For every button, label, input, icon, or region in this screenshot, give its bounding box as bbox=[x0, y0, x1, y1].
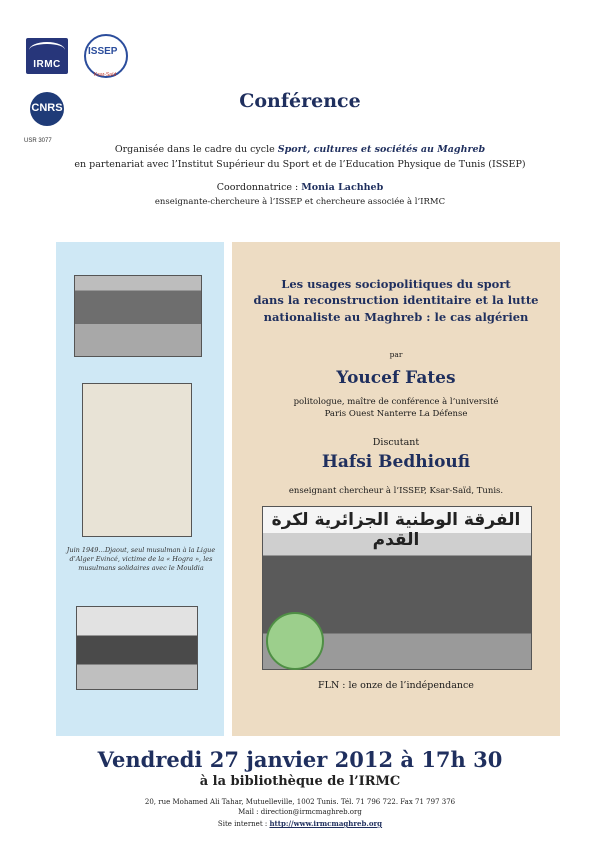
talk-title bbox=[232, 276, 560, 325]
talk-title-line-3: nationaliste au Maghreb : le cas algérien bbox=[263, 309, 529, 324]
site-link[interactable]: http://www.irmcmaghreb.org bbox=[269, 819, 383, 828]
irmc-logo-text: IRMC bbox=[33, 59, 61, 70]
discussant-label: Discutant bbox=[372, 437, 420, 448]
discussant-description: enseignant chercheur à l’ISSEP, Ksar-Saïd, Tunis. bbox=[288, 486, 504, 496]
newspaper-caption: Juin 1949…Djaout, seul musulman à la Ligue d’Alger Evincé, victime de la « Hogra », les musulmans solidaires avec le Mouldia bbox=[66, 546, 216, 572]
speaker-description-line-2: Paris Ouest Nanterre La Défense bbox=[324, 409, 468, 420]
speaker-description bbox=[232, 396, 560, 421]
fln-photo-banner: الفرقة الوطنية الجزائرية لكرة القدم bbox=[271, 510, 521, 550]
usr-label: USR 3077 bbox=[24, 138, 52, 144]
newspaper-clipping bbox=[82, 383, 192, 537]
page-title: Conférence bbox=[239, 90, 361, 112]
coordinator-line bbox=[0, 182, 600, 193]
event-venue: à la bibliothèque de l’IRMC bbox=[199, 774, 401, 789]
address-line: 20, rue Mohamed Ali Tahar, Mutuelleville, 1002 Tunis. Tél. 71 796 722. Fax 71 797 376 bbox=[144, 798, 456, 806]
issep-logo bbox=[84, 34, 130, 80]
fln-photo-caption: FLN : le onze de l’indépendance bbox=[318, 680, 474, 691]
talk-title-line-1: Les usages sociopolitiques du sport bbox=[281, 277, 511, 291]
issep-logo-text: ISSEP bbox=[88, 46, 118, 57]
discussant-name: Hafsi Bedhioufi bbox=[321, 452, 471, 472]
site-label: Site internet : bbox=[217, 820, 270, 828]
cycle-prefix: Organisée dans le cadre du cycle bbox=[114, 144, 278, 155]
coordinator-name: Monia Lachheb bbox=[301, 182, 384, 193]
mail-line bbox=[0, 808, 600, 816]
event-date: Vendredi 27 janvier 2012 à 17h 30 bbox=[97, 747, 503, 772]
coordinator-description: enseignante-chercheure à l’ISSEP et chercheure associée à l’IRMC bbox=[154, 197, 446, 207]
by-label: par bbox=[389, 350, 403, 359]
issep-logo-subtext: Ksar-Saïd bbox=[94, 72, 117, 78]
team-photo-top bbox=[74, 275, 202, 357]
stamp-emblem bbox=[266, 612, 324, 670]
irmc-swoosh-icon bbox=[29, 42, 65, 58]
cycle-line bbox=[0, 144, 600, 155]
team-photo-bottom bbox=[76, 606, 198, 690]
mail-label: Mail : bbox=[238, 808, 261, 816]
site-line bbox=[0, 819, 600, 828]
speaker-name: Youcef Fates bbox=[336, 368, 456, 388]
speaker-description-line-1: politologue, maître de conférence à l’université bbox=[293, 397, 499, 407]
cnrs-logo-text: CNRS bbox=[31, 102, 63, 114]
talk-title-line-2: dans la reconstruction identitaire et la lutte bbox=[253, 293, 539, 308]
irmc-logo bbox=[26, 38, 68, 74]
cycle-name: Sport, cultures et sociétés au Maghreb bbox=[277, 144, 486, 155]
mail-link[interactable]: direction@irmcmaghreb.org bbox=[260, 808, 362, 816]
coordinator-label: Coordonnatrice : bbox=[216, 182, 302, 193]
partnership-line: en partenariat avec l’Institut Supérieur du Sport et de l’Education Physique de Tunis (ISSEP) bbox=[74, 159, 526, 170]
